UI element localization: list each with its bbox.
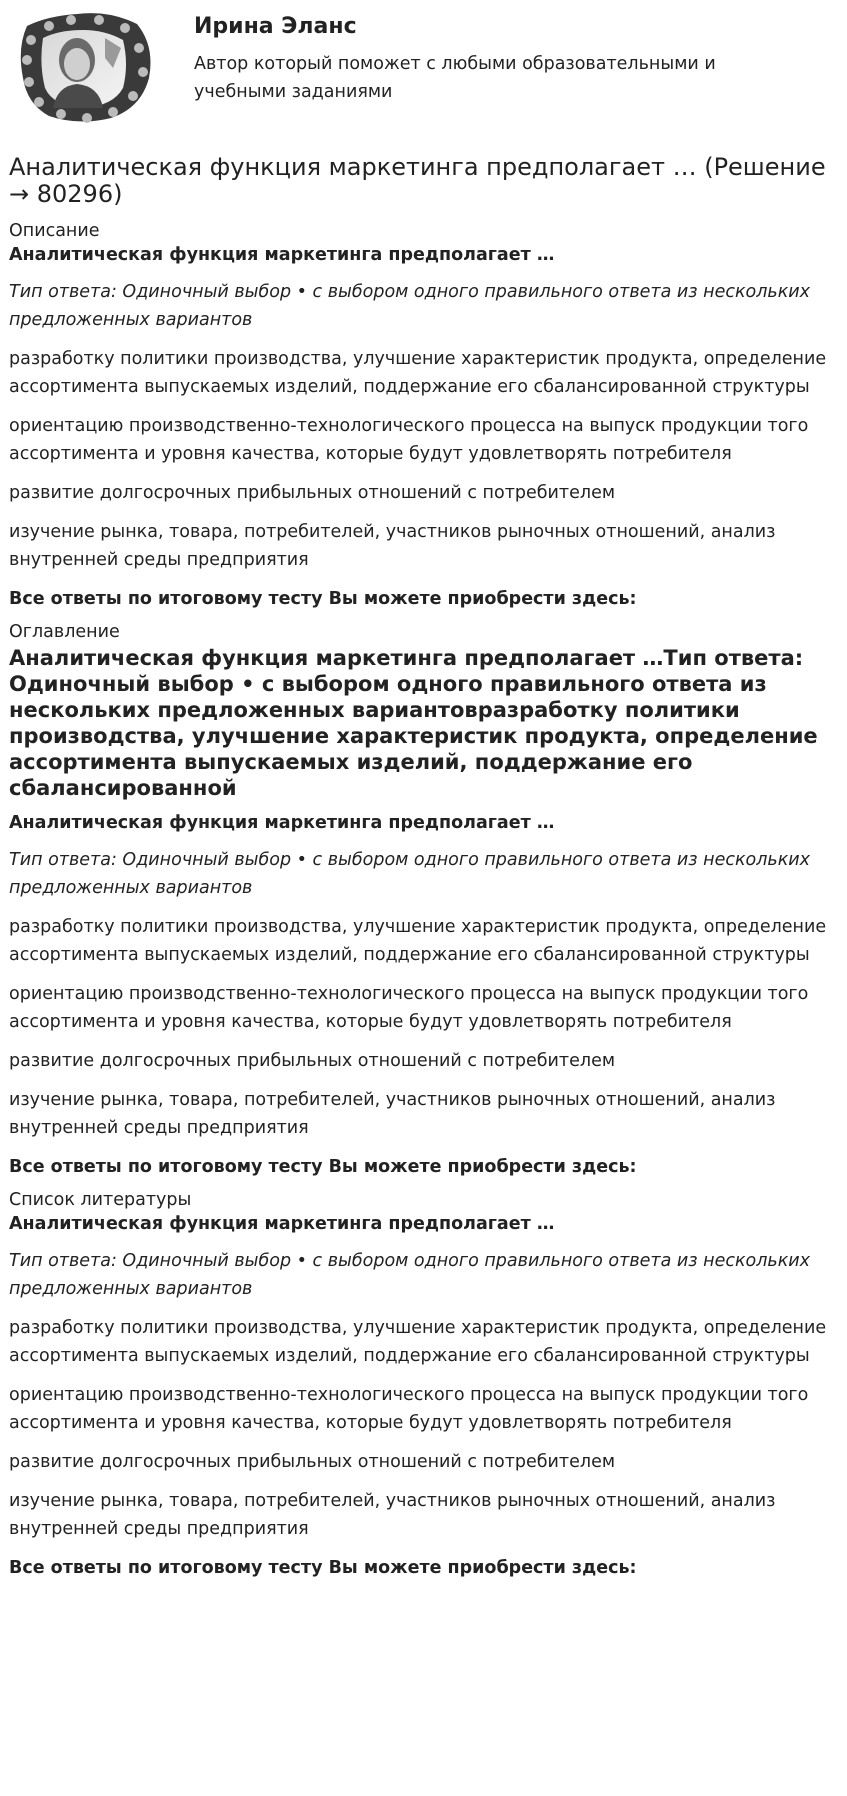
buy-answers-text: Все ответы по итоговому тесту Вы можете приобрести здесь: <box>9 589 637 609</box>
author-photo-icon <box>9 8 159 128</box>
toc-heading: Аналитическая функция маркетинга предполагает …Тип ответа: Одиночный выбор • с выбором одного правильного ответа из нескольких предложенных вариантовразработку политики производства, улучшение характеристик продукта, определение ассортимента выпускаемых изделий, поддержание его сбалансированной <box>9 646 818 800</box>
answer-option: развитие долгосрочных прибыльных отношений с потребителем <box>9 483 616 503</box>
author-description: Автор который поможет с любыми образовательными и учебными заданиями <box>194 54 716 102</box>
answer-option: ориентацию производственно-технологического процесса на выпуск продукции того ассортимента и уровня качества, которые будут удовлетворять потребителя <box>9 416 809 464</box>
author-name[interactable]: Ирина Эланс <box>194 14 357 39</box>
answer-option: развитие долгосрочных прибыльных отношений с потребителем <box>9 1051 616 1071</box>
toc-label: Оглавление <box>9 622 120 642</box>
author-avatar[interactable] <box>9 8 159 128</box>
answer-option: развитие долгосрочных прибыльных отношений с потребителем <box>9 1452 616 1472</box>
literature-label: Список литературы <box>9 1190 192 1210</box>
answer-option: изучение рынка, товара, потребителей, участников рыночных отношений, анализ внутренней среды предприятия <box>9 522 776 570</box>
buy-answers-text: Все ответы по итоговому тесту Вы можете приобрести здесь: <box>9 1558 637 1578</box>
answer-type: Тип ответа: Одиночный выбор • с выбором одного правильного ответа из нескольких предложенных вариантов <box>9 1251 811 1299</box>
answer-option: изучение рынка, товара, потребителей, участников рыночных отношений, анализ внутренней среды предприятия <box>9 1491 776 1539</box>
question-title: Аналитическая функция маркетинга предполагает … <box>9 813 555 833</box>
author-card <box>9 0 838 128</box>
answer-option: ориентацию производственно-технологического процесса на выпуск продукции того ассортимента и уровня качества, которые будут удовлетворять потребителя <box>9 1385 809 1433</box>
page-title: Аналитическая функция маркетинга предполагает … (Решение → 80296) <box>9 153 826 208</box>
question-title: Аналитическая функция маркетинга предполагает … <box>9 1214 555 1234</box>
answer-type: Тип ответа: Одиночный выбор • с выбором одного правильного ответа из нескольких предложенных вариантов <box>9 282 811 330</box>
answer-option: ориентацию производственно-технологического процесса на выпуск продукции того ассортимента и уровня качества, которые будут удовлетворять потребителя <box>9 984 809 1032</box>
description-label: Описание <box>9 221 100 241</box>
answer-option: разработку политики производства, улучшение характеристик продукта, определение ассортимента выпускаемых изделий, поддержание его сбалансированной структуры <box>9 917 827 965</box>
buy-answers-text: Все ответы по итоговому тесту Вы можете приобрести здесь: <box>9 1157 637 1177</box>
answer-type: Тип ответа: Одиночный выбор • с выбором одного правильного ответа из нескольких предложенных вариантов <box>9 850 811 898</box>
answer-option: разработку политики производства, улучшение характеристик продукта, определение ассортимента выпускаемых изделий, поддержание его сбалансированной структуры <box>9 1318 827 1366</box>
answer-option: изучение рынка, товара, потребителей, участников рыночных отношений, анализ внутренней среды предприятия <box>9 1090 776 1138</box>
answer-option: разработку политики производства, улучшение характеристик продукта, определение ассортимента выпускаемых изделий, поддержание его сбалансированной структуры <box>9 349 827 397</box>
question-title: Аналитическая функция маркетинга предполагает … <box>9 245 555 265</box>
author-info <box>159 8 794 106</box>
